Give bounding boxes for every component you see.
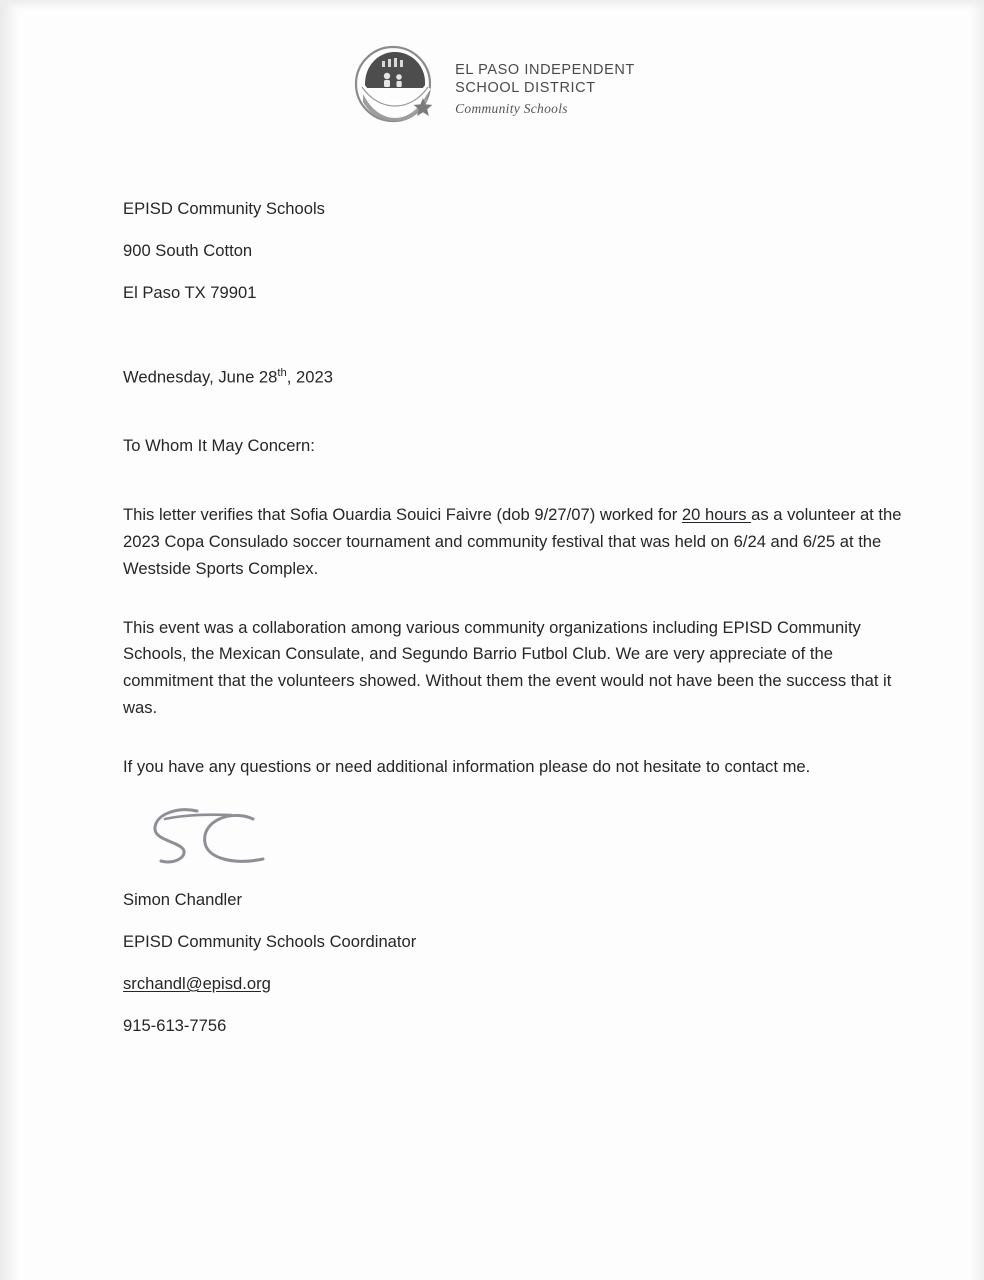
letterhead — [0, 40, 984, 132]
signer-title: EPISD Community Schools Coordinator — [123, 931, 417, 951]
spacer — [123, 322, 914, 364]
date-year: , 2023 — [286, 367, 333, 387]
letter-body — [123, 196, 914, 1039]
sender-address-block — [123, 196, 914, 307]
signer-email[interactable]: srchandl@episd.org — [123, 973, 271, 993]
signer-name: Simon Chandler — [123, 889, 242, 909]
scan-edge-top — [0, 0, 984, 10]
paragraph-verification — [123, 502, 914, 583]
para1-text-after: as a volunteer at the 2023 Copa Consulado soccer tournament and community festival that was held on 6/24 and 6/25 at the Westside Sports Complex. — [123, 504, 902, 578]
paragraph-contact: If you have any questions or need additional information please do not hesitate to contact me. — [123, 757, 811, 777]
org-name-line1: EL PASO INDEPENDENT — [455, 62, 635, 78]
org-name-line2: SCHOOL DISTRICT — [455, 79, 596, 96]
spacer — [123, 460, 914, 502]
sender-name: EPISD Community Schools — [123, 199, 325, 218]
scan-edge-right — [970, 0, 984, 1280]
sender-street: 900 South Cotton — [123, 240, 253, 260]
signer-phone: 915-613-7756 — [123, 1015, 227, 1035]
episd-community-schools-logo-icon — [349, 40, 441, 132]
letterhead-text — [455, 40, 635, 118]
org-tagline: Community Schools — [455, 101, 568, 117]
salutation: To Whom It May Concern: — [123, 436, 315, 456]
spacer — [123, 583, 914, 615]
sender-city-state-zip: El Paso TX 79901 — [123, 282, 257, 302]
spacer — [123, 722, 914, 754]
handwritten-signature-icon — [135, 799, 914, 885]
letter-date — [123, 364, 914, 391]
spacer — [123, 391, 914, 433]
para1-text-before: This letter verifies that Sofia Ouardia Souici Faivre (dob 9/27/07) worked for — [123, 504, 682, 524]
logo-lockup — [349, 40, 635, 132]
scan-edge-left — [0, 0, 18, 1280]
para1-hours-underlined: 20 hours — [681, 504, 752, 524]
paragraph-collaboration: This event was a collaboration among various community organizations including EPISD Community Schools, the Mexican Consulate, and Segundo Barrio Futbol Club. We are very appreciate of the commitment that the volunteers showed. Without them the event would not have been the success that it was. — [123, 617, 892, 718]
date-ordinal-suffix: th — [277, 366, 287, 379]
date-weekday-month-day: Wednesday, June 28 — [123, 367, 278, 387]
